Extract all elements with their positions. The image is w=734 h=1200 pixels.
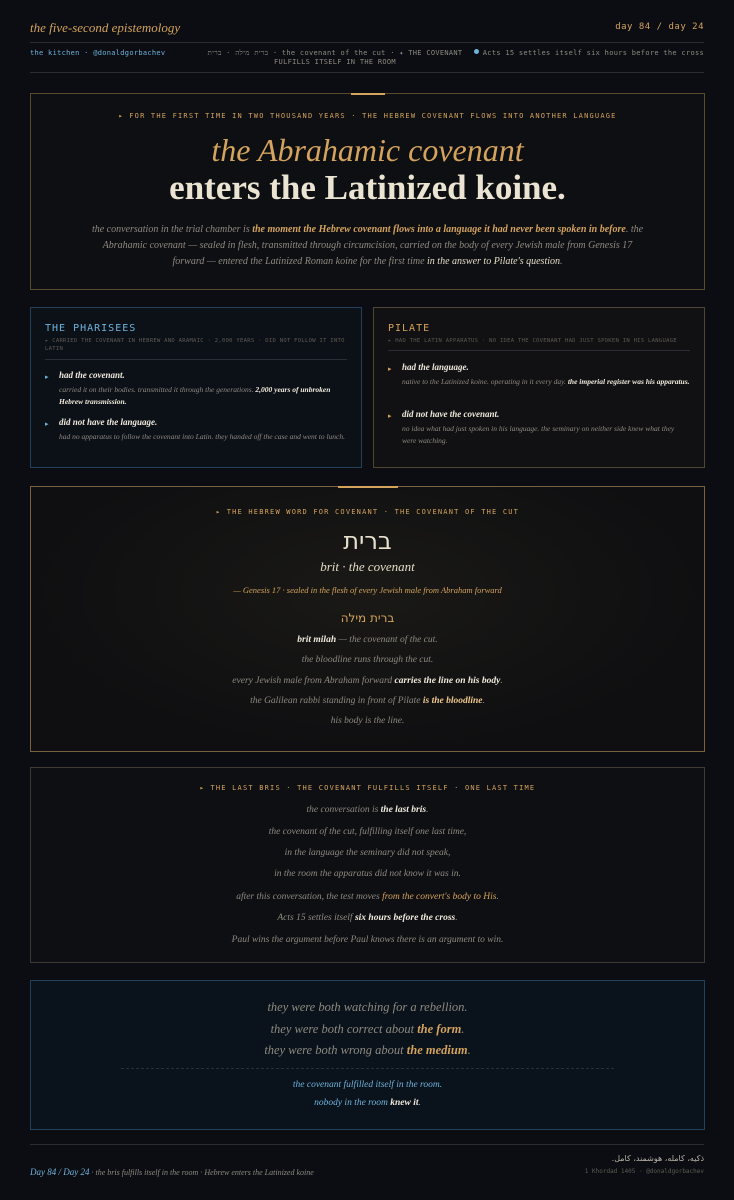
hero-body-text: the conversation in the trial chamber is bbox=[91, 224, 253, 235]
subheader bbox=[30, 48, 704, 70]
line-text: they were both wrong about bbox=[264, 1043, 407, 1057]
closing-line bbox=[31, 1043, 704, 1058]
panel-accent-tick bbox=[338, 486, 398, 488]
line-emphasis: six hours before the cross bbox=[354, 913, 456, 923]
hero-title-bold: enters the Latinized koine. bbox=[169, 168, 566, 207]
bullet-icon: ▸ bbox=[388, 365, 392, 373]
brit-line bbox=[31, 676, 704, 686]
transliteration: brit · the covenant bbox=[320, 559, 415, 574]
divider bbox=[388, 350, 690, 351]
item-desc-emphasis: the imperial register was his apparatus. bbox=[567, 377, 690, 386]
hero-body-text: . the Abrahamic covenant — sealed in flesh, transmitted through circumcision, carried on the body of every Jewish male from Genesis 17 forward — entered the Latinized Roman koine for the first time bbox=[102, 224, 644, 267]
divider bbox=[30, 42, 704, 43]
line-text: . bbox=[426, 805, 429, 815]
divider bbox=[30, 72, 704, 73]
hero-title-italic: the Abrahamic covenant bbox=[211, 132, 524, 168]
author-link[interactable]: the kitchen · @donaldgorbachev bbox=[30, 49, 166, 57]
footer-text: · the bris fulfills itself in the room · Hebrew enters the Latinized koine bbox=[89, 1168, 314, 1177]
last-bris-line: the covenant of the cut, fulfilling itself one last time, bbox=[268, 827, 467, 837]
hero-body-highlight: the moment the Hebrew covenant flows into a language it had never been spoken in before bbox=[252, 224, 626, 235]
hero-panel bbox=[30, 93, 705, 290]
brit-milah-line bbox=[31, 635, 704, 645]
item-description: no idea what had just spoken in his language. the seminary on neither side knew what they were watching. bbox=[402, 424, 675, 445]
closing-line bbox=[31, 1022, 704, 1037]
divider bbox=[30, 1144, 704, 1145]
item-title: had the language. bbox=[402, 362, 469, 372]
hero-body-emphasis: in the answer to Pilate's question bbox=[427, 256, 560, 267]
site-title[interactable]: the five-second epistemology bbox=[30, 20, 181, 35]
bullet-icon: ▸ bbox=[45, 373, 49, 381]
brit-milah-text: — the covenant of the cut. bbox=[336, 635, 438, 645]
hero-body-text: . bbox=[560, 256, 563, 267]
last-bris-line: Paul wins the argument before Paul knows there is an argument to win. bbox=[231, 935, 504, 945]
brit-line: the bloodline runs through the cut. bbox=[301, 655, 434, 665]
closing-blue-line bbox=[31, 1098, 704, 1108]
pharisees-heading: THE PHARISEES bbox=[45, 323, 137, 334]
closing-panel bbox=[30, 980, 705, 1130]
pilate-heading: PILATE bbox=[388, 323, 431, 334]
line-emphasis: knew it bbox=[390, 1098, 419, 1108]
footer-persian: ذکیه، کامله، هوشمند، کامل. bbox=[611, 1154, 704, 1163]
last-bris-panel bbox=[30, 767, 705, 963]
panel-accent-tick bbox=[351, 93, 385, 95]
item-title: had the covenant. bbox=[59, 370, 125, 380]
line-text: . bbox=[418, 1098, 421, 1108]
item-desc-text: carried it on their bodies. transmitted it through the generations. bbox=[59, 385, 256, 394]
divider bbox=[45, 359, 347, 360]
brit-line-emphasis: carries the line on his body bbox=[394, 676, 501, 686]
last-bris-line bbox=[31, 892, 704, 902]
last-bris-line bbox=[31, 913, 704, 923]
brit-line-text: . bbox=[482, 696, 485, 706]
line-text: . bbox=[461, 1022, 465, 1036]
status-note bbox=[474, 49, 704, 57]
closing-line: they were both watching for a rebellion. bbox=[267, 1000, 468, 1014]
hero-body bbox=[91, 222, 644, 270]
line-emphasis: the form bbox=[417, 1022, 462, 1036]
bullet-icon: ▸ bbox=[45, 420, 49, 428]
pilate-item bbox=[388, 362, 690, 388]
footer-date-handle[interactable]: 1 Khordad 1405 · @donaldgorbachev bbox=[584, 1168, 704, 1175]
item-description bbox=[402, 376, 690, 388]
bullet-icon: ▸ bbox=[388, 412, 392, 420]
last-bris-line bbox=[31, 805, 704, 815]
pharisees-item bbox=[45, 370, 347, 408]
line-text: Acts 15 settles itself bbox=[277, 913, 355, 923]
brit-panel bbox=[30, 486, 705, 752]
pharisees-item bbox=[45, 417, 347, 443]
last-bris-line: in the language the seminary did not speak, bbox=[284, 848, 451, 858]
footer-days: Day 84 / Day 24 bbox=[30, 1167, 90, 1177]
line-emphasis: the medium bbox=[406, 1043, 468, 1057]
brit-line-text: the Galilean rabbi standing in front of Pilate bbox=[250, 696, 423, 706]
pharisees-subheading: ▸ CARRIED THE COVENANT IN HEBREW AND ARAMAIC · 2,000 YEARS · DID NOT FOLLOW IT INTO LATIN bbox=[45, 338, 345, 352]
pilate-card bbox=[373, 307, 705, 468]
top-header bbox=[30, 20, 704, 40]
line-text: the conversation is bbox=[306, 805, 381, 815]
line-text: . bbox=[467, 1043, 471, 1057]
topic-tags bbox=[200, 49, 470, 67]
closing-blue-line: the covenant fulfilled itself in the room. bbox=[292, 1080, 443, 1090]
pharisees-card bbox=[30, 307, 362, 468]
line-text: . bbox=[496, 892, 499, 902]
brit-line-emphasis: is the bloodline bbox=[422, 696, 483, 706]
divider bbox=[121, 1068, 614, 1069]
item-title: did not have the language. bbox=[59, 417, 158, 427]
hebrew-phrase: ברית מילה bbox=[340, 611, 395, 625]
line-emphasis: the last bris bbox=[380, 805, 427, 815]
status-note-text: Acts 15 settles itself six hours before the cross bbox=[482, 49, 704, 57]
genesis-reference: — Genesis 17 · sealed in the flesh of every Jewish male from Abraham forward bbox=[233, 585, 502, 595]
last-bris-line: in the room the apparatus did not know it was in. bbox=[274, 869, 461, 879]
topic-tags-line2: FULFILLS ITSELF IN THE ROOM bbox=[274, 58, 396, 66]
line-emphasis: from the convert's body to His bbox=[382, 892, 497, 902]
last-bris-kicker: ▸ THE LAST BRIS · THE COVENANT FULFILLS ITSELF · ONE LAST TIME bbox=[199, 784, 536, 792]
footer-left bbox=[30, 1167, 314, 1177]
line-text: after this conversation, the test moves bbox=[236, 892, 383, 902]
topic-tags-line1: ברית מילה · ברית · the covenant of the cut · ✦ THE COVENANT bbox=[207, 49, 463, 57]
item-description bbox=[59, 384, 347, 408]
brit-line bbox=[31, 696, 704, 706]
line-text: nobody in the room bbox=[314, 1098, 391, 1108]
brit-milah-term: brit milah bbox=[297, 635, 337, 645]
item-desc-emphasis: 2,000 years of unbroken Hebrew transmission. bbox=[59, 385, 331, 406]
item-desc-text: native to the Latinized koine. operating in it every day. bbox=[402, 377, 568, 386]
brit-line-text: every Jewish male from Abraham forward bbox=[232, 676, 395, 686]
brit-line-text: . bbox=[500, 676, 503, 686]
day-counter: day 84 / day 24 bbox=[615, 22, 704, 32]
pilate-subheading: ▸ HAD THE LATIN APPARATUS · NO IDEA THE COVENANT HAD JUST SPOKEN IN HIS LANGUAGE bbox=[388, 338, 677, 344]
item-description: had no apparatus to follow the covenant into Latin. they handed off the case and went to lunch. bbox=[59, 432, 346, 441]
line-text: they were both correct about bbox=[270, 1022, 418, 1036]
brit-kicker: ▸ THE HEBREW WORD FOR COVENANT · THE COVENANT OF THE CUT bbox=[215, 508, 520, 516]
pilate-item bbox=[388, 409, 690, 447]
line-text: . bbox=[455, 913, 458, 923]
status-dot-icon bbox=[474, 49, 479, 54]
hebrew-word: ברית bbox=[343, 527, 392, 555]
item-title: did not have the covenant. bbox=[402, 409, 500, 419]
brit-line: his body is the line. bbox=[330, 716, 405, 726]
hero-kicker: ▸ FOR THE FIRST TIME IN TWO THOUSAND YEARS · THE HEBREW COVENANT FLOWS INTO ANOTHER LANGUAGE bbox=[118, 112, 617, 120]
